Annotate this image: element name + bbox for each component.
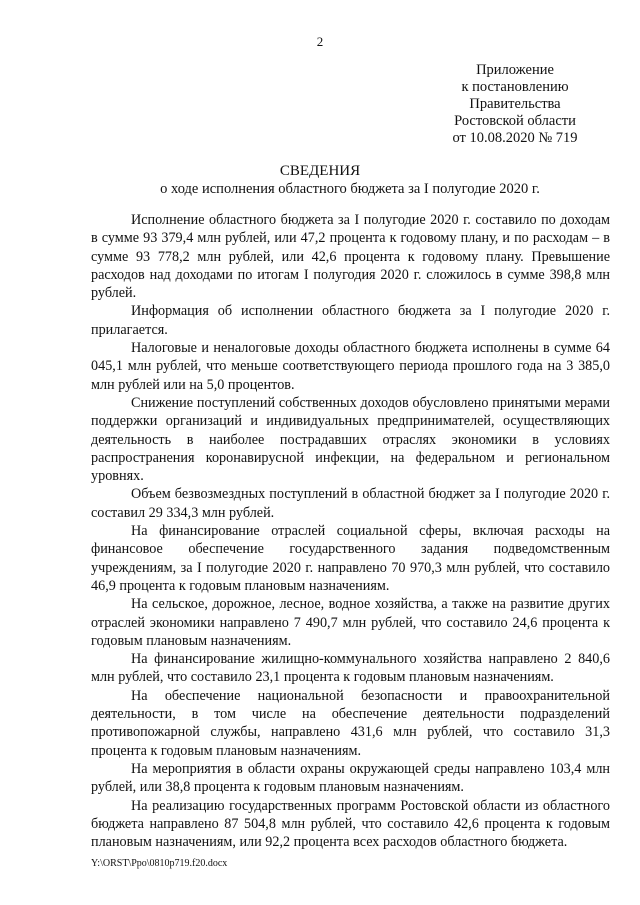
paragraph: Налоговые и неналоговые доходы областного бюджета исполнены в сумме 64 045,1 млн рублей, что меньше соответствующего периода прошлого года на 3 385,0 млн рублей или на 5,0 процентов. (91, 340, 610, 393)
paragraph: На финансирование отраслей социальной сферы, включая расходы на финансовое обеспечение государственного задания подведомственным учреждениям, за I полугодие 2020 г. направлено 70 970,3 млн рублей, что составило 46,9 процента к годовым плановым назначениям. (91, 523, 610, 594)
appendix-line: к постановлению (461, 79, 569, 95)
paragraph: Объем безвозмездных поступлений в областной бюджет за I полугодие 2020 г. составил 29 334,3 млн рублей. (91, 486, 610, 521)
page-number: 2 (316, 34, 324, 49)
paragraph: Исполнение областного бюджета за I полугодие 2020 г. составило по доходам в сумме 93 379,4 млн рублей, или 47,2 процента к годовому плану, и по расходам – в сумме 93 778,2 млн рублей, или 42,6 процента к годовому плану. Превышение расходов над доходами по итогам I полугодия 2020 г. сложилось в сумме 398,8 млн рублей. (91, 212, 610, 302)
paragraph: На сельское, дорожное, лесное, водное хозяйства, а также на развитие других отраслей экономики направлено 7 490,7 млн рублей, что составило 24,6 процента к годовым плановым назначениям. (91, 596, 610, 649)
appendix-block (440, 62, 590, 147)
appendix-line: Ростовской области (454, 113, 576, 129)
file-path-footer: Y:\ORST\Ppo\0810p719.f20.docx (91, 858, 228, 869)
document-body (91, 211, 610, 851)
appendix-date-line: от 10.08.2020 № 719 (452, 130, 578, 146)
paragraph: На реализацию государственных программ Ростовской области из областного бюджета направлено 87 504,8 млн рублей, что составило 42,6 процента к годовым плановым назначениям, или 92,2 процента всех расходов областного бюджета. (91, 797, 610, 851)
paragraph: На финансирование жилищно-коммунального хозяйства направлено 2 840,6 млн рублей, что составило 23,1 процента к годовым плановым назначениям. (91, 651, 610, 686)
paragraph: Информация об исполнении областного бюджета за I полугодие 2020 г. прилагается. (91, 303, 610, 338)
paragraph: На обеспечение национальной безопасности и правоохранительной деятельности, в том числе на обеспечение деятельности подразделений противопожарной службы, направлено 431,6 млн рублей, что составило 31,3 процента к годовым плановым назначениям. (91, 687, 610, 759)
document-title: СВЕДЕНИЯ (279, 163, 361, 179)
paragraph: На мероприятия в области охраны окружающей среды направлено 103,4 млн рублей, или 38,8 процента к годовым плановым назначениям. (91, 760, 610, 796)
appendix-line: Правительства (469, 96, 561, 112)
document-subtitle: о ходе исполнения областного бюджета за I полугодие 2020 г. (160, 181, 540, 197)
paragraph: Снижение поступлений собственных доходов обусловлено принятыми мерами поддержки организаций и индивидуальных предпринимателей, осуществляющих деятельность в наиболее пострадавших отраслях экономики в условиях распространения коронавирусной инфекции, на федеральном и региональном уровнях. (91, 394, 610, 485)
appendix-line: Приложение (476, 62, 554, 78)
